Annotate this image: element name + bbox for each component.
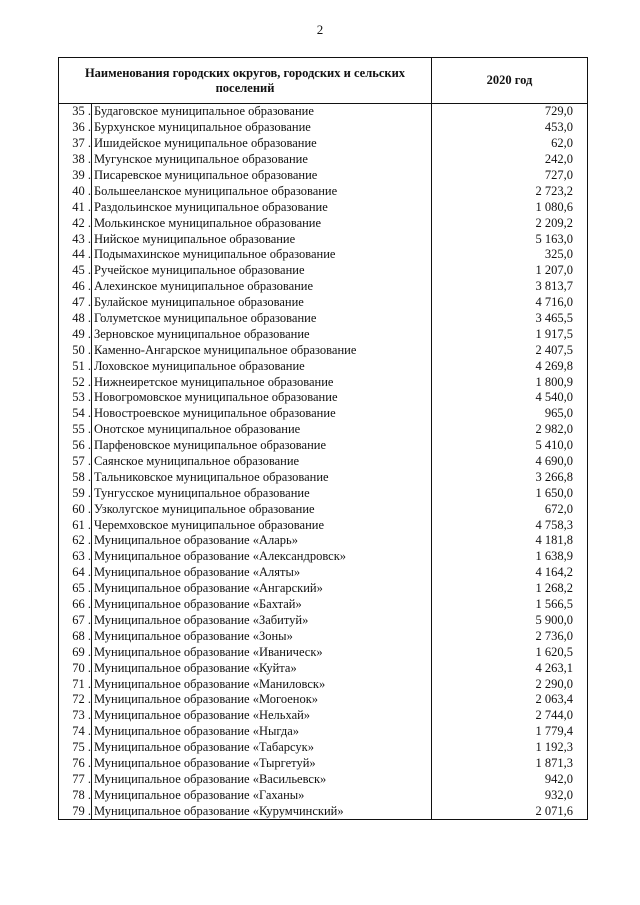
table-row	[59, 406, 588, 422]
settlement-name: Ручейское муниципальное образование	[92, 263, 432, 279]
row-number: 51 .	[59, 358, 92, 374]
row-number: 74 .	[59, 724, 92, 740]
row-number: 44 .	[59, 247, 92, 263]
settlement-name: Муниципальное образование «Курумчинский»	[92, 803, 432, 819]
settlement-name: Черемховское муниципальное образование	[92, 517, 432, 533]
table-row	[59, 422, 588, 438]
row-number: 75 .	[59, 740, 92, 756]
table-row	[59, 454, 588, 470]
table-row	[59, 740, 588, 756]
row-value: 2 982,0	[432, 422, 588, 438]
settlement-name: Тунгусское муниципальное образование	[92, 485, 432, 501]
table-row	[59, 549, 588, 565]
row-number: 36 .	[59, 120, 92, 136]
settlement-name: Молькинское муниципальное образование	[92, 215, 432, 231]
table-row	[59, 342, 588, 358]
row-value: 1 192,3	[432, 740, 588, 756]
settlement-name: Муниципальное образование «Васильевск»	[92, 771, 432, 787]
row-number: 56 .	[59, 438, 92, 454]
row-number: 47 .	[59, 295, 92, 311]
table-row	[59, 581, 588, 597]
row-number: 65 .	[59, 581, 92, 597]
settlement-name: Муниципальное образование «Ангарский»	[92, 581, 432, 597]
table-row	[59, 517, 588, 533]
table-row	[59, 152, 588, 168]
row-number: 53 .	[59, 390, 92, 406]
table-row	[59, 724, 588, 740]
row-value: 2 209,2	[432, 215, 588, 231]
row-value: 2 744,0	[432, 708, 588, 724]
table-row	[59, 263, 588, 279]
table-row	[59, 676, 588, 692]
settlement-name: Большееланское муниципальное образование	[92, 183, 432, 199]
row-value: 453,0	[432, 120, 588, 136]
table-row	[59, 279, 588, 295]
table-row	[59, 501, 588, 517]
table-row	[59, 136, 588, 152]
row-value: 1 080,6	[432, 199, 588, 215]
settlement-name: Муниципальное образование «Нельхай»	[92, 708, 432, 724]
settlement-name: Муниципальное образование «Аларь»	[92, 533, 432, 549]
table-row	[59, 326, 588, 342]
table-row	[59, 215, 588, 231]
row-value: 2 290,0	[432, 676, 588, 692]
row-number: 45 .	[59, 263, 92, 279]
row-value: 2 071,6	[432, 803, 588, 819]
settlement-name: Муниципальное образование «Табарсук»	[92, 740, 432, 756]
table-row	[59, 104, 588, 120]
row-value: 4 716,0	[432, 295, 588, 311]
row-value: 1 779,4	[432, 724, 588, 740]
row-number: 52 .	[59, 374, 92, 390]
settlements-table	[58, 57, 588, 820]
settlement-name: Зерновское муниципальное образование	[92, 326, 432, 342]
row-value: 2 723,2	[432, 183, 588, 199]
table-row	[59, 597, 588, 613]
row-value: 2 063,4	[432, 692, 588, 708]
row-value: 3 465,5	[432, 311, 588, 327]
row-value: 3 813,7	[432, 279, 588, 295]
row-value: 1 566,5	[432, 597, 588, 613]
row-number: 78 .	[59, 787, 92, 803]
row-number: 49 .	[59, 326, 92, 342]
row-number: 46 .	[59, 279, 92, 295]
settlement-name: Мугунское муниципальное образование	[92, 152, 432, 168]
settlement-name: Муниципальное образование «Иваническ»	[92, 644, 432, 660]
table-row	[59, 247, 588, 263]
row-number: 48 .	[59, 311, 92, 327]
row-value: 1 871,3	[432, 756, 588, 772]
row-value: 5 410,0	[432, 438, 588, 454]
row-number: 72 .	[59, 692, 92, 708]
settlement-name: Раздольинское муниципальное образование	[92, 199, 432, 215]
row-value: 4 164,2	[432, 565, 588, 581]
row-number: 57 .	[59, 454, 92, 470]
table-row	[59, 771, 588, 787]
table-row	[59, 485, 588, 501]
settlement-name: Муниципальное образование «Могоенок»	[92, 692, 432, 708]
settlement-name: Писаревское муниципальное образование	[92, 168, 432, 184]
table-row	[59, 311, 588, 327]
row-number: 79 .	[59, 803, 92, 819]
settlement-name: Нийское муниципальное образование	[92, 231, 432, 247]
table-row	[59, 708, 588, 724]
row-value: 4 263,1	[432, 660, 588, 676]
row-value: 729,0	[432, 104, 588, 120]
table-row	[59, 438, 588, 454]
row-value: 4 181,8	[432, 533, 588, 549]
row-value: 2 407,5	[432, 342, 588, 358]
table-row	[59, 469, 588, 485]
settlement-name: Новогромовское муниципальное образование	[92, 390, 432, 406]
table-row	[59, 565, 588, 581]
row-number: 59 .	[59, 485, 92, 501]
settlement-name: Каменно-Ангарское муниципальное образование	[92, 342, 432, 358]
row-value: 942,0	[432, 771, 588, 787]
settlement-name: Муниципальное образование «Маниловск»	[92, 676, 432, 692]
row-number: 77 .	[59, 771, 92, 787]
row-number: 40 .	[59, 183, 92, 199]
row-number: 62 .	[59, 533, 92, 549]
row-number: 71 .	[59, 676, 92, 692]
row-number: 37 .	[59, 136, 92, 152]
row-number: 39 .	[59, 168, 92, 184]
row-number: 73 .	[59, 708, 92, 724]
table-row	[59, 120, 588, 136]
row-number: 68 .	[59, 628, 92, 644]
row-value: 242,0	[432, 152, 588, 168]
table-row	[59, 374, 588, 390]
settlement-name: Бурхунское муниципальное образование	[92, 120, 432, 136]
table-row	[59, 803, 588, 819]
row-value: 965,0	[432, 406, 588, 422]
row-number: 76 .	[59, 756, 92, 772]
row-number: 66 .	[59, 597, 92, 613]
row-number: 55 .	[59, 422, 92, 438]
table-header	[59, 58, 588, 104]
table-row	[59, 756, 588, 772]
row-number: 35 .	[59, 104, 92, 120]
table-row	[59, 692, 588, 708]
settlement-name: Саянское муниципальное образование	[92, 454, 432, 470]
settlement-name: Алехинское муниципальное образование	[92, 279, 432, 295]
row-value: 1 650,0	[432, 485, 588, 501]
settlement-name: Тальниковское муниципальное образование	[92, 469, 432, 485]
settlement-name: Лоховское муниципальное образование	[92, 358, 432, 374]
row-number: 50 .	[59, 342, 92, 358]
table-row	[59, 787, 588, 803]
table-row	[59, 358, 588, 374]
settlement-name: Онотское муниципальное образование	[92, 422, 432, 438]
settlement-name: Муниципальное образование «Зоны»	[92, 628, 432, 644]
row-number: 42 .	[59, 215, 92, 231]
table-body	[59, 104, 588, 820]
row-value: 4 758,3	[432, 517, 588, 533]
settlement-name: Новостроевское муниципальное образование	[92, 406, 432, 422]
settlement-name: Голуметское муниципальное образование	[92, 311, 432, 327]
table-row	[59, 644, 588, 660]
settlement-name: Муниципальное образование «Гаханы»	[92, 787, 432, 803]
row-number: 43 .	[59, 231, 92, 247]
table-row	[59, 168, 588, 184]
row-number: 41 .	[59, 199, 92, 215]
row-value: 5 163,0	[432, 231, 588, 247]
row-value: 1 638,9	[432, 549, 588, 565]
row-number: 70 .	[59, 660, 92, 676]
row-value: 1 207,0	[432, 263, 588, 279]
table-row	[59, 295, 588, 311]
row-number: 38 .	[59, 152, 92, 168]
settlement-name: Подымахинское муниципальное образование	[92, 247, 432, 263]
row-number: 69 .	[59, 644, 92, 660]
row-number: 54 .	[59, 406, 92, 422]
table-row	[59, 390, 588, 406]
table-row	[59, 613, 588, 629]
table-row	[59, 660, 588, 676]
settlement-name: Узколугское муниципальное образование	[92, 501, 432, 517]
settlement-name: Нижнеиретское муниципальное образование	[92, 374, 432, 390]
header-row	[59, 58, 588, 104]
row-number: 63 .	[59, 549, 92, 565]
row-number: 58 .	[59, 469, 92, 485]
table-row	[59, 183, 588, 199]
row-value: 1 620,5	[432, 644, 588, 660]
settlement-name: Муниципальное образование «Александровск»	[92, 549, 432, 565]
table-row	[59, 533, 588, 549]
settlement-name: Муниципальное образование «Ныгда»	[92, 724, 432, 740]
row-value: 727,0	[432, 168, 588, 184]
row-value: 325,0	[432, 247, 588, 263]
settlement-name: Будаговское муниципальное образование	[92, 104, 432, 120]
row-value: 1 268,2	[432, 581, 588, 597]
table-row	[59, 199, 588, 215]
row-value: 672,0	[432, 501, 588, 517]
settlement-name: Муниципальное образование «Куйта»	[92, 660, 432, 676]
row-number: 61 .	[59, 517, 92, 533]
row-value: 3 266,8	[432, 469, 588, 485]
settlement-name: Муниципальное образование «Бахтай»	[92, 597, 432, 613]
row-number: 60 .	[59, 501, 92, 517]
row-value: 62,0	[432, 136, 588, 152]
header-name: Наименования городских округов, городских и сельских поселений	[59, 58, 432, 104]
settlement-name: Ишидейское муниципальное образование	[92, 136, 432, 152]
row-value: 4 690,0	[432, 454, 588, 470]
table-row	[59, 628, 588, 644]
row-value: 5 900,0	[432, 613, 588, 629]
row-value: 4 269,8	[432, 358, 588, 374]
row-number: 67 .	[59, 613, 92, 629]
row-value: 932,0	[432, 787, 588, 803]
settlement-name: Муниципальное образование «Тыргетуй»	[92, 756, 432, 772]
row-value: 4 540,0	[432, 390, 588, 406]
row-value: 1 917,5	[432, 326, 588, 342]
table-row	[59, 231, 588, 247]
settlement-name: Парфеновское муниципальное образование	[92, 438, 432, 454]
page-number: 2	[316, 22, 324, 37]
settlement-name: Булайское муниципальное образование	[92, 295, 432, 311]
settlement-name: Муниципальное образование «Аляты»	[92, 565, 432, 581]
row-value: 1 800,9	[432, 374, 588, 390]
row-value: 2 736,0	[432, 628, 588, 644]
row-number: 64 .	[59, 565, 92, 581]
settlement-name: Муниципальное образование «Забитуй»	[92, 613, 432, 629]
header-year: 2020 год	[432, 58, 588, 104]
